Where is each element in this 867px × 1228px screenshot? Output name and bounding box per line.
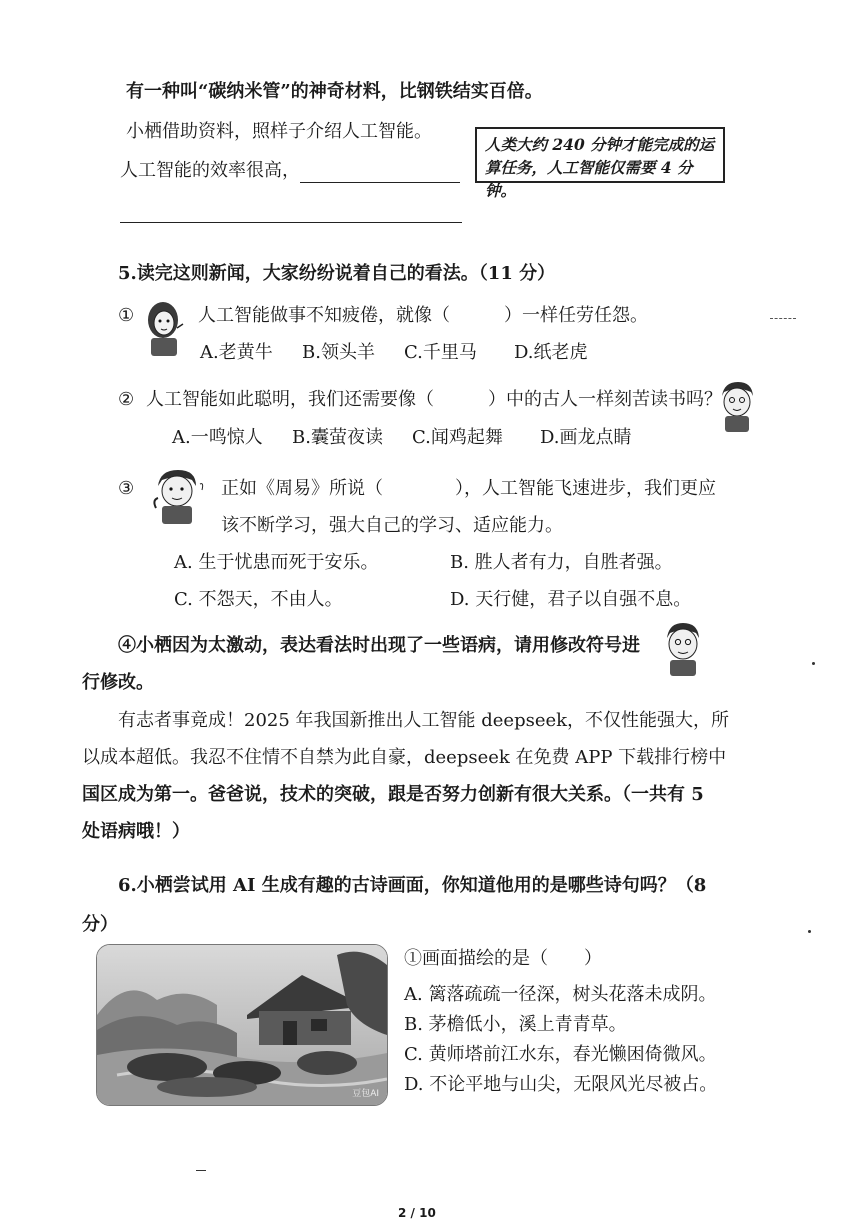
scan-mark bbox=[770, 318, 796, 319]
imitation-prompt: 小栖借助资料，照样子介绍人工智能。 bbox=[126, 121, 432, 142]
q5-s2-num: ② bbox=[118, 389, 135, 410]
landscape-illustration bbox=[97, 945, 387, 1105]
q5-s3-num: ③ bbox=[118, 478, 135, 499]
image-watermark: 豆包AI bbox=[352, 1089, 379, 1099]
q5-title: 5.读完这则新闻，大家纷纷说着自己的看法。（11 分） bbox=[118, 263, 556, 284]
q6-option-b[interactable]: B. 茅檐低小，溪上青青草。 bbox=[404, 1014, 627, 1035]
q5-s4-instruction-line2: 行修改。 bbox=[82, 672, 154, 693]
student-avatar-icon bbox=[660, 618, 706, 678]
q5-s2-option-c[interactable]: C.闻鸡起舞 bbox=[412, 427, 503, 448]
q5-s4-paragraph-line1: 有志者事竟成！2025 年我国新推出人工智能 deepseek，不仅性能强大，所 bbox=[118, 710, 730, 731]
answer-blank-2[interactable] bbox=[120, 222, 462, 223]
q5-s2-option-b[interactable]: B.囊萤夜读 bbox=[292, 427, 383, 448]
q6-title-line1: 6.小栖尝试用 AI 生成有趣的古诗画面，你知道他用的是哪些诗句吗？（8 bbox=[118, 875, 707, 896]
q5-s3-text-line1: 正如《周易》所说（ ），人工智能飞速进步，我们更应 bbox=[221, 478, 716, 499]
q5-s1-num: ① bbox=[118, 305, 135, 326]
q6-title-line2: 分） bbox=[82, 914, 118, 935]
q5-s4-paragraph-line3: 国区成为第一。爸爸说，技术的突破，跟是否努力创新有很大关系。（一共有 5 bbox=[82, 784, 704, 805]
imitation-lead-text: 人工智能的效率很高， bbox=[120, 160, 300, 181]
q5-s3-option-d[interactable]: D. 天行健，君子以自强不息。 bbox=[450, 589, 692, 610]
q5-s3-option-b[interactable]: B. 胜人者有力，自胜者强。 bbox=[450, 552, 673, 573]
q5-s2-text: 人工智能如此聪明，我们还需要像（ ）中的古人一样刻苦读书吗？ bbox=[146, 389, 722, 410]
scan-speck bbox=[808, 930, 811, 933]
q5-s3-option-a[interactable]: A. 生于忧患而死于安乐。 bbox=[174, 552, 379, 573]
page-number: 2 / 10 bbox=[398, 1206, 436, 1220]
q6-sub-question: ①画面描绘的是（ ） bbox=[404, 948, 602, 969]
q5-s2-option-a[interactable]: A.一鸣惊人 bbox=[172, 427, 263, 448]
q5-s1-option-d[interactable]: D.纸老虎 bbox=[514, 342, 588, 363]
thinking-boy-avatar-icon bbox=[148, 464, 208, 526]
q5-s3-text-line2: 该不断学习，强大自己的学习、适应能力。 bbox=[221, 515, 563, 536]
scan-mark bbox=[196, 1170, 206, 1171]
q5-s4-paragraph-line2: 以成本超低。我忍不住情不自禁为此自豪，deepseek 在免费 APP 下载排行榜中 bbox=[82, 747, 727, 768]
girl-avatar-icon bbox=[143, 298, 187, 358]
q5-s1-option-b[interactable]: B.领头羊 bbox=[302, 342, 375, 363]
ai-generated-poem-image bbox=[96, 944, 388, 1106]
reference-box: 人类大约 240 分钟才能完成的运算任务，人工智能仅需要 4 分钟。 bbox=[475, 127, 725, 183]
q5-s1-option-c[interactable]: C.千里马 bbox=[404, 342, 477, 363]
q6-option-a[interactable]: A. 篱落疏疏一径深，树头花落未成阴。 bbox=[404, 984, 717, 1005]
top-sentence: 有一种叫“碳纳米管”的神奇材料，比钢铁结实百倍。 bbox=[126, 81, 543, 102]
q5-s4-instruction-line1: ④小栖因为太激动，表达看法时出现了一些语病，请用修改符号进 bbox=[118, 635, 640, 656]
q5-s4-paragraph-line4: 处语病哦！） bbox=[82, 821, 190, 842]
q5-s2-option-d[interactable]: D.画龙点睛 bbox=[540, 427, 632, 448]
q5-s1-text: 人工智能做事不知疲倦，就像（ ）一样任劳任怨。 bbox=[198, 305, 648, 326]
q5-s1-option-a[interactable]: A.老黄牛 bbox=[200, 342, 273, 363]
boy-avatar-icon bbox=[716, 378, 758, 434]
q6-option-c[interactable]: C. 黄师塔前江水东，春光懒困倚微风。 bbox=[404, 1044, 717, 1065]
q6-option-d[interactable]: D. 不论平地与山尖，无限风光尽被占。 bbox=[404, 1074, 718, 1095]
answer-blank-1[interactable] bbox=[300, 162, 460, 183]
scan-speck bbox=[812, 662, 815, 665]
q5-s3-option-c[interactable]: C. 不怨天，不由人。 bbox=[174, 589, 343, 610]
imitation-lead bbox=[120, 159, 460, 183]
